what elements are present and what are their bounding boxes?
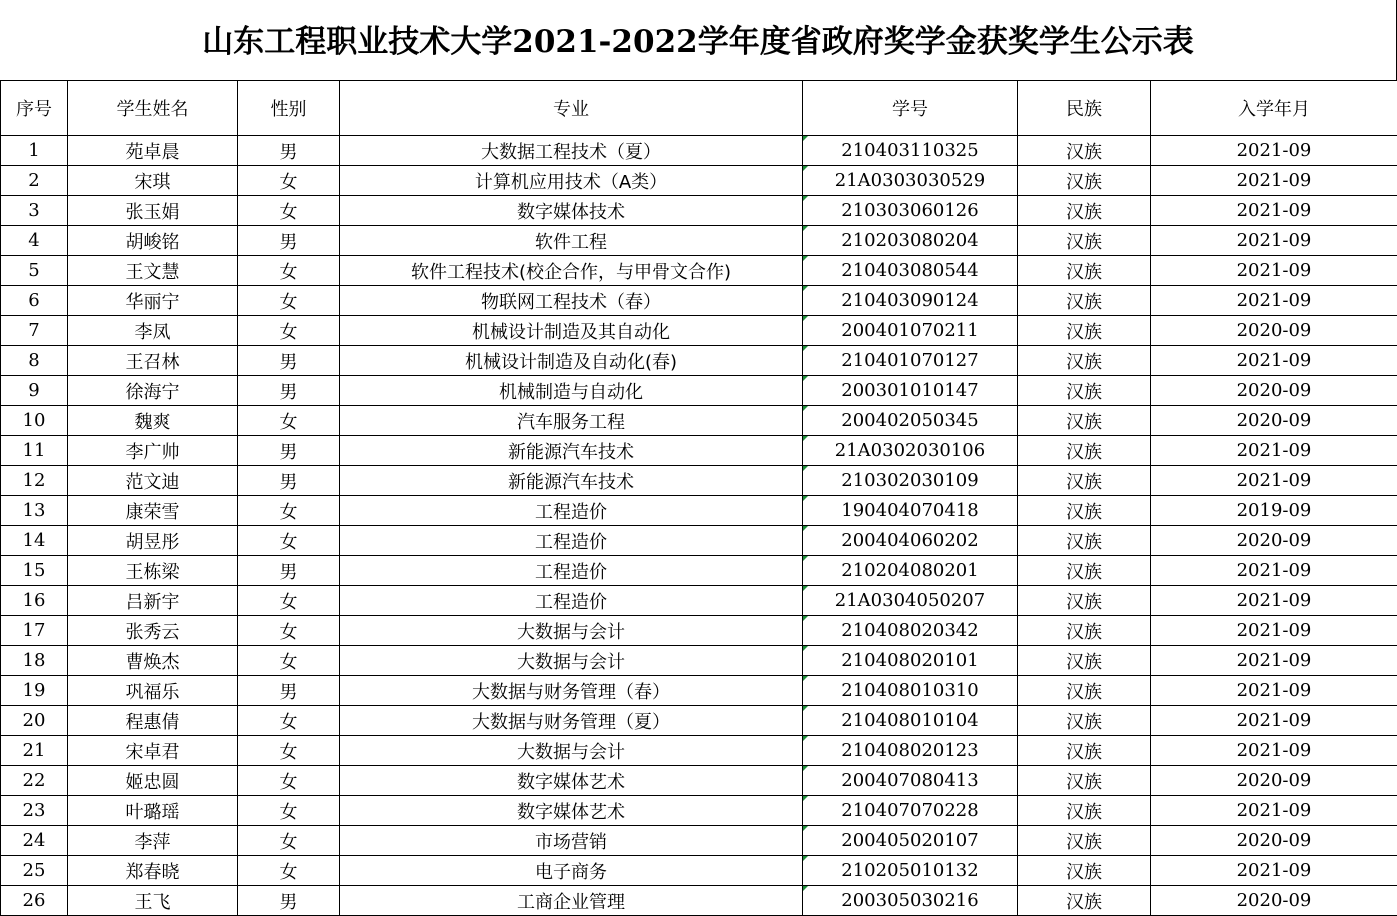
cell-student-name[interactable]: 宋卓君 bbox=[68, 736, 238, 766]
cell-ethnicity[interactable]: 汉族 bbox=[1018, 736, 1151, 766]
cell-major[interactable]: 大数据与会计 bbox=[340, 616, 803, 646]
cell-student-id[interactable]: 200402050345 bbox=[803, 406, 1018, 436]
cell-index[interactable]: 24 bbox=[1, 826, 68, 856]
table-row bbox=[1, 736, 1397, 766]
sheet-title[interactable]: 山东工程职业技术大学2021-2022学年度省政府奖学金获奖学生公示表 bbox=[0, 0, 1397, 80]
cell-enroll-date[interactable]: 2021-09 bbox=[1151, 556, 1397, 586]
cell-index[interactable]: 8 bbox=[1, 346, 68, 376]
cell-ethnicity[interactable]: 汉族 bbox=[1018, 226, 1151, 256]
cell-student-id[interactable]: 210403080544 bbox=[803, 256, 1018, 286]
cell-student-id[interactable]: 21A0303030529 bbox=[803, 166, 1018, 196]
table-row bbox=[1, 406, 1397, 436]
cell-major[interactable]: 工程造价 bbox=[340, 526, 803, 556]
cell-gender[interactable]: 男 bbox=[238, 436, 340, 466]
table-row bbox=[1, 316, 1397, 346]
cell-ethnicity[interactable]: 汉族 bbox=[1018, 286, 1151, 316]
cell-enroll-date[interactable]: 2020-09 bbox=[1151, 406, 1397, 436]
table-row bbox=[1, 616, 1397, 646]
table-row bbox=[1, 136, 1397, 166]
cell-index[interactable]: 26 bbox=[1, 886, 68, 916]
cell-ethnicity[interactable]: 汉族 bbox=[1018, 496, 1151, 526]
cell-gender[interactable]: 男 bbox=[238, 346, 340, 376]
table-row bbox=[1, 256, 1397, 286]
cell-enroll-date[interactable]: 2020-09 bbox=[1151, 766, 1397, 796]
cell-gender[interactable]: 男 bbox=[238, 376, 340, 406]
cell-major[interactable]: 机械制造与自动化 bbox=[340, 376, 803, 406]
cell-gender[interactable]: 女 bbox=[238, 826, 340, 856]
cell-major[interactable]: 市场营销 bbox=[340, 826, 803, 856]
cell-enroll-date[interactable]: 2021-09 bbox=[1151, 166, 1397, 196]
cell-ethnicity[interactable]: 汉族 bbox=[1018, 646, 1151, 676]
cell-index[interactable]: 2 bbox=[1, 166, 68, 196]
cell-student-id[interactable]: 200407080413 bbox=[803, 766, 1018, 796]
cell-gender[interactable]: 女 bbox=[238, 616, 340, 646]
cell-student-name[interactable]: 王召林 bbox=[68, 346, 238, 376]
cell-enroll-date[interactable]: 2021-09 bbox=[1151, 586, 1397, 616]
cell-student-name[interactable]: 胡峻铭 bbox=[68, 226, 238, 256]
cell-enroll-date[interactable]: 2019-09 bbox=[1151, 496, 1397, 526]
cell-gender[interactable]: 男 bbox=[238, 136, 340, 166]
cell-gender[interactable]: 女 bbox=[238, 166, 340, 196]
cell-gender[interactable]: 男 bbox=[238, 556, 340, 586]
cell-student-id[interactable]: 210408010104 bbox=[803, 706, 1018, 736]
header-major[interactable]: 专业 bbox=[340, 81, 803, 136]
cell-index[interactable]: 14 bbox=[1, 526, 68, 556]
table-row bbox=[1, 706, 1397, 736]
cell-ethnicity[interactable]: 汉族 bbox=[1018, 826, 1151, 856]
cell-ethnicity[interactable]: 汉族 bbox=[1018, 466, 1151, 496]
cell-student-name[interactable]: 李广帅 bbox=[68, 436, 238, 466]
cell-major[interactable]: 新能源汽车技术 bbox=[340, 466, 803, 496]
cell-index[interactable]: 12 bbox=[1, 466, 68, 496]
cell-index[interactable]: 7 bbox=[1, 316, 68, 346]
cell-major[interactable]: 大数据与财务管理（春） bbox=[340, 676, 803, 706]
cell-major[interactable]: 工程造价 bbox=[340, 496, 803, 526]
cell-enroll-date[interactable]: 2021-09 bbox=[1151, 796, 1397, 826]
cell-student-id[interactable]: 200405020107 bbox=[803, 826, 1018, 856]
cell-student-name[interactable]: 程惠倩 bbox=[68, 706, 238, 736]
table-body bbox=[1, 136, 1397, 916]
cell-index[interactable]: 11 bbox=[1, 436, 68, 466]
scholarship-table bbox=[0, 80, 1397, 916]
cell-index[interactable]: 5 bbox=[1, 256, 68, 286]
cell-gender[interactable]: 女 bbox=[238, 406, 340, 436]
cell-student-id[interactable]: 200305030216 bbox=[803, 886, 1018, 916]
cell-index[interactable]: 15 bbox=[1, 556, 68, 586]
cell-student-name[interactable]: 李凤 bbox=[68, 316, 238, 346]
cell-ethnicity[interactable]: 汉族 bbox=[1018, 796, 1151, 826]
cell-gender[interactable]: 女 bbox=[238, 496, 340, 526]
cell-ethnicity[interactable]: 汉族 bbox=[1018, 706, 1151, 736]
header-enroll-date[interactable]: 入学年月 bbox=[1151, 81, 1397, 136]
cell-enroll-date[interactable]: 2021-09 bbox=[1151, 856, 1397, 886]
header-name[interactable]: 学生姓名 bbox=[68, 81, 238, 136]
cell-index[interactable]: 16 bbox=[1, 586, 68, 616]
cell-student-id[interactable]: 210203080204 bbox=[803, 226, 1018, 256]
cell-student-name[interactable]: 华丽宁 bbox=[68, 286, 238, 316]
cell-student-id[interactable]: 200401070211 bbox=[803, 316, 1018, 346]
cell-ethnicity[interactable]: 汉族 bbox=[1018, 586, 1151, 616]
table-row bbox=[1, 556, 1397, 586]
cell-student-name[interactable]: 范文迪 bbox=[68, 466, 238, 496]
cell-ethnicity[interactable]: 汉族 bbox=[1018, 526, 1151, 556]
cell-ethnicity[interactable]: 汉族 bbox=[1018, 166, 1151, 196]
table-row bbox=[1, 886, 1397, 916]
cell-gender[interactable]: 女 bbox=[238, 196, 340, 226]
cell-student-name[interactable]: 胡昱彤 bbox=[68, 526, 238, 556]
cell-index[interactable]: 25 bbox=[1, 856, 68, 886]
cell-enroll-date[interactable]: 2021-09 bbox=[1151, 466, 1397, 496]
cell-gender[interactable]: 女 bbox=[238, 316, 340, 346]
cell-major[interactable]: 新能源汽车技术 bbox=[340, 436, 803, 466]
cell-ethnicity[interactable]: 汉族 bbox=[1018, 616, 1151, 646]
cell-ethnicity[interactable]: 汉族 bbox=[1018, 676, 1151, 706]
cell-gender[interactable]: 女 bbox=[238, 796, 340, 826]
table-row bbox=[1, 526, 1397, 556]
header-student-id[interactable]: 学号 bbox=[803, 81, 1018, 136]
cell-ethnicity[interactable]: 汉族 bbox=[1018, 376, 1151, 406]
table-row bbox=[1, 346, 1397, 376]
table-row bbox=[1, 646, 1397, 676]
header-index[interactable]: 序号 bbox=[1, 81, 68, 136]
cell-student-id[interactable]: 21A0304050207 bbox=[803, 586, 1018, 616]
cell-index[interactable]: 17 bbox=[1, 616, 68, 646]
cell-enroll-date[interactable]: 2021-09 bbox=[1151, 646, 1397, 676]
cell-student-name[interactable]: 叶璐瑶 bbox=[68, 796, 238, 826]
cell-index[interactable]: 13 bbox=[1, 496, 68, 526]
cell-student-name[interactable]: 张玉娟 bbox=[68, 196, 238, 226]
cell-enroll-date[interactable]: 2021-09 bbox=[1151, 136, 1397, 166]
cell-major[interactable]: 汽车服务工程 bbox=[340, 406, 803, 436]
cell-ethnicity[interactable]: 汉族 bbox=[1018, 556, 1151, 586]
table-row bbox=[1, 166, 1397, 196]
cell-student-id[interactable]: 210408020101 bbox=[803, 646, 1018, 676]
cell-gender[interactable]: 男 bbox=[238, 676, 340, 706]
cell-student-name[interactable]: 巩福乐 bbox=[68, 676, 238, 706]
cell-major[interactable]: 大数据与财务管理（夏） bbox=[340, 706, 803, 736]
cell-major[interactable]: 电子商务 bbox=[340, 856, 803, 886]
cell-ethnicity[interactable]: 汉族 bbox=[1018, 256, 1151, 286]
cell-student-name[interactable]: 姬忠圆 bbox=[68, 766, 238, 796]
table-row bbox=[1, 196, 1397, 226]
cell-gender[interactable]: 女 bbox=[238, 736, 340, 766]
table-row bbox=[1, 796, 1397, 826]
cell-student-id[interactable]: 210401070127 bbox=[803, 346, 1018, 376]
cell-student-name[interactable]: 宋琪 bbox=[68, 166, 238, 196]
cell-student-name[interactable]: 王栋梁 bbox=[68, 556, 238, 586]
cell-index[interactable]: 1 bbox=[1, 136, 68, 166]
cell-student-id[interactable]: 210303060126 bbox=[803, 196, 1018, 226]
cell-major[interactable]: 工程造价 bbox=[340, 586, 803, 616]
cell-enroll-date[interactable]: 2021-09 bbox=[1151, 736, 1397, 766]
cell-major[interactable]: 软件工程技术(校企合作，与甲骨文合作) bbox=[340, 256, 803, 286]
cell-student-name[interactable]: 苑卓晨 bbox=[68, 136, 238, 166]
cell-student-name[interactable]: 王文慧 bbox=[68, 256, 238, 286]
cell-major[interactable]: 计算机应用技术（A类） bbox=[340, 166, 803, 196]
cell-enroll-date[interactable]: 2021-09 bbox=[1151, 256, 1397, 286]
cell-gender[interactable]: 男 bbox=[238, 226, 340, 256]
table-row bbox=[1, 766, 1397, 796]
cell-enroll-date[interactable]: 2021-09 bbox=[1151, 676, 1397, 706]
cell-index[interactable]: 22 bbox=[1, 766, 68, 796]
cell-major[interactable]: 机械设计制造及其自动化 bbox=[340, 316, 803, 346]
cell-student-name[interactable]: 徐海宁 bbox=[68, 376, 238, 406]
cell-enroll-date[interactable]: 2021-09 bbox=[1151, 196, 1397, 226]
cell-enroll-date[interactable]: 2021-09 bbox=[1151, 346, 1397, 376]
header-ethnicity[interactable]: 民族 bbox=[1018, 81, 1151, 136]
cell-ethnicity[interactable]: 汉族 bbox=[1018, 406, 1151, 436]
cell-student-name[interactable]: 郑春晓 bbox=[68, 856, 238, 886]
cell-major[interactable]: 工程造价 bbox=[340, 556, 803, 586]
cell-gender[interactable]: 女 bbox=[238, 256, 340, 286]
cell-ethnicity[interactable]: 汉族 bbox=[1018, 886, 1151, 916]
table-row bbox=[1, 286, 1397, 316]
table-row bbox=[1, 586, 1397, 616]
cell-major[interactable]: 数字媒体艺术 bbox=[340, 766, 803, 796]
cell-major[interactable]: 机械设计制造及自动化(春) bbox=[340, 346, 803, 376]
table-row bbox=[1, 466, 1397, 496]
cell-enroll-date[interactable]: 2021-09 bbox=[1151, 286, 1397, 316]
cell-student-id[interactable]: 210407070228 bbox=[803, 796, 1018, 826]
cell-index[interactable]: 6 bbox=[1, 286, 68, 316]
cell-major[interactable]: 工商企业管理 bbox=[340, 886, 803, 916]
cell-student-id[interactable]: 210403110325 bbox=[803, 136, 1018, 166]
table-row bbox=[1, 826, 1397, 856]
cell-student-name[interactable]: 康荣雪 bbox=[68, 496, 238, 526]
cell-ethnicity[interactable]: 汉族 bbox=[1018, 316, 1151, 346]
cell-student-name[interactable]: 曹焕杰 bbox=[68, 646, 238, 676]
cell-index[interactable]: 21 bbox=[1, 736, 68, 766]
cell-student-id[interactable]: 210205010132 bbox=[803, 856, 1018, 886]
cell-gender[interactable]: 女 bbox=[238, 586, 340, 616]
cell-enroll-date[interactable]: 2021-09 bbox=[1151, 226, 1397, 256]
header-row bbox=[1, 81, 1397, 136]
cell-major[interactable]: 物联网工程技术（春） bbox=[340, 286, 803, 316]
cell-student-name[interactable]: 魏爽 bbox=[68, 406, 238, 436]
cell-student-id[interactable]: 200404060202 bbox=[803, 526, 1018, 556]
cell-ethnicity[interactable]: 汉族 bbox=[1018, 136, 1151, 166]
cell-student-id[interactable]: 210302030109 bbox=[803, 466, 1018, 496]
table-row bbox=[1, 496, 1397, 526]
cell-student-id[interactable]: 210204080201 bbox=[803, 556, 1018, 586]
cell-ethnicity[interactable]: 汉族 bbox=[1018, 766, 1151, 796]
cell-enroll-date[interactable]: 2020-09 bbox=[1151, 886, 1397, 916]
cell-enroll-date[interactable]: 2021-09 bbox=[1151, 436, 1397, 466]
cell-gender[interactable]: 女 bbox=[238, 646, 340, 676]
cell-student-id[interactable]: 210408020342 bbox=[803, 616, 1018, 646]
cell-major[interactable]: 数字媒体技术 bbox=[340, 196, 803, 226]
cell-major[interactable]: 大数据与会计 bbox=[340, 736, 803, 766]
table-row bbox=[1, 376, 1397, 406]
cell-ethnicity[interactable]: 汉族 bbox=[1018, 346, 1151, 376]
cell-student-name[interactable]: 王飞 bbox=[68, 886, 238, 916]
header-gender[interactable]: 性别 bbox=[238, 81, 340, 136]
cell-student-id[interactable]: 210408020123 bbox=[803, 736, 1018, 766]
table-row bbox=[1, 856, 1397, 886]
cell-student-id[interactable]: 210408010310 bbox=[803, 676, 1018, 706]
cell-gender[interactable]: 女 bbox=[238, 856, 340, 886]
cell-gender[interactable]: 男 bbox=[238, 466, 340, 496]
cell-major[interactable]: 大数据工程技术（夏） bbox=[340, 136, 803, 166]
table-row bbox=[1, 226, 1397, 256]
cell-enroll-date[interactable]: 2020-09 bbox=[1151, 826, 1397, 856]
cell-ethnicity[interactable]: 汉族 bbox=[1018, 436, 1151, 466]
cell-gender[interactable]: 男 bbox=[238, 886, 340, 916]
table-row bbox=[1, 436, 1397, 466]
cell-index[interactable]: 20 bbox=[1, 706, 68, 736]
cell-student-id[interactable]: 210403090124 bbox=[803, 286, 1018, 316]
cell-index[interactable]: 3 bbox=[1, 196, 68, 226]
cell-enroll-date[interactable]: 2020-09 bbox=[1151, 376, 1397, 406]
table-row bbox=[1, 676, 1397, 706]
cell-index[interactable]: 18 bbox=[1, 646, 68, 676]
cell-student-id[interactable]: 21A0302030106 bbox=[803, 436, 1018, 466]
cell-major[interactable]: 软件工程 bbox=[340, 226, 803, 256]
cell-gender[interactable]: 女 bbox=[238, 766, 340, 796]
cell-student-name[interactable]: 吕新宇 bbox=[68, 586, 238, 616]
cell-index[interactable]: 10 bbox=[1, 406, 68, 436]
cell-student-name[interactable]: 李萍 bbox=[68, 826, 238, 856]
cell-index[interactable]: 9 bbox=[1, 376, 68, 406]
cell-gender[interactable]: 女 bbox=[238, 526, 340, 556]
cell-student-id[interactable]: 190404070418 bbox=[803, 496, 1018, 526]
cell-gender[interactable]: 女 bbox=[238, 286, 340, 316]
cell-enroll-date[interactable]: 2021-09 bbox=[1151, 616, 1397, 646]
cell-enroll-date[interactable]: 2020-09 bbox=[1151, 526, 1397, 556]
cell-major[interactable]: 数字媒体艺术 bbox=[340, 796, 803, 826]
cell-ethnicity[interactable]: 汉族 bbox=[1018, 856, 1151, 886]
cell-enroll-date[interactable]: 2020-09 bbox=[1151, 316, 1397, 346]
cell-index[interactable]: 4 bbox=[1, 226, 68, 256]
cell-student-name[interactable]: 张秀云 bbox=[68, 616, 238, 646]
cell-enroll-date[interactable]: 2021-09 bbox=[1151, 706, 1397, 736]
cell-index[interactable]: 23 bbox=[1, 796, 68, 826]
cell-major[interactable]: 大数据与会计 bbox=[340, 646, 803, 676]
cell-index[interactable]: 19 bbox=[1, 676, 68, 706]
cell-student-id[interactable]: 200301010147 bbox=[803, 376, 1018, 406]
cell-ethnicity[interactable]: 汉族 bbox=[1018, 196, 1151, 226]
cell-gender[interactable]: 女 bbox=[238, 706, 340, 736]
